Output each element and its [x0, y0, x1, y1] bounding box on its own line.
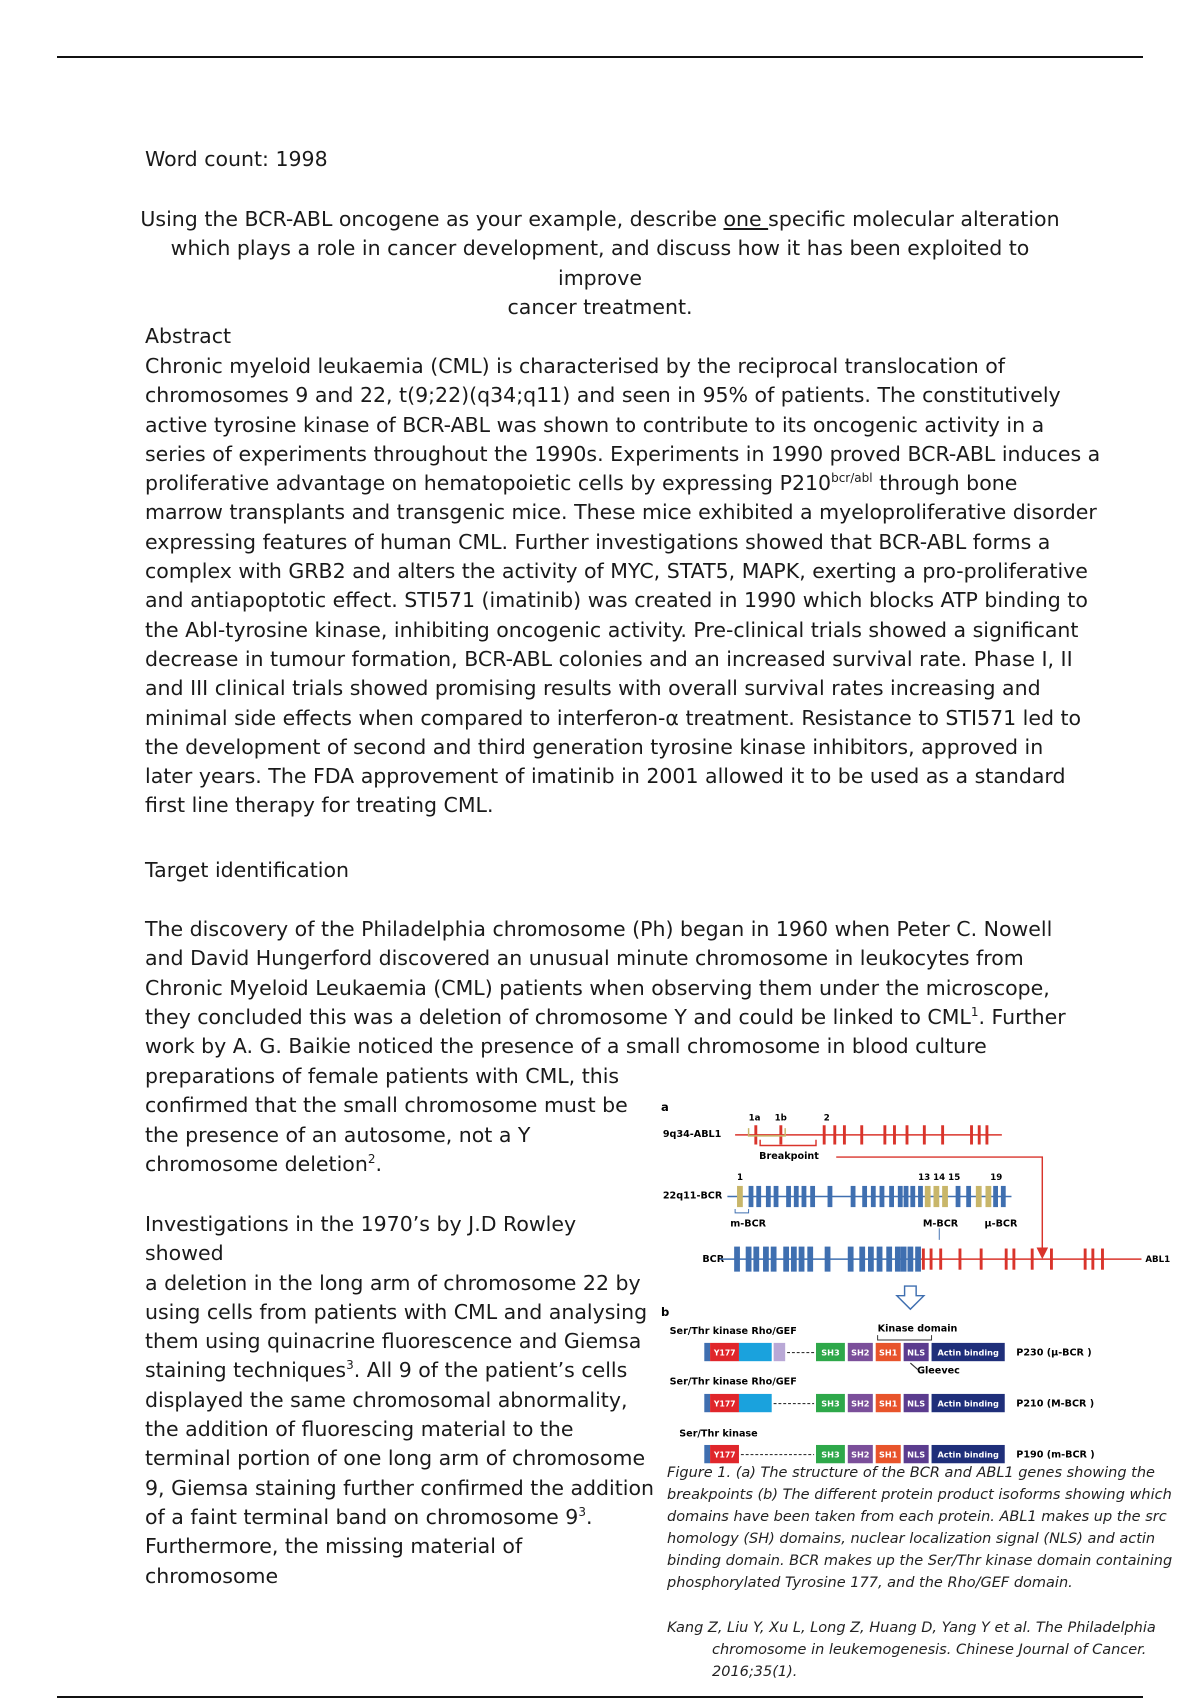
exon-bar — [1084, 1249, 1087, 1270]
exon-bar — [993, 1186, 998, 1207]
abl-gene-label: 9q34-ABL1 — [662, 1128, 722, 1140]
exon-bar — [754, 1125, 757, 1144]
exon-bar — [763, 1247, 769, 1272]
exon-bar — [859, 1247, 865, 1272]
exon-bar — [910, 1186, 915, 1207]
exon-bar — [783, 1247, 789, 1272]
domain-label: Actin binding — [937, 1449, 999, 1460]
isoform-label: P230 (μ-BCR ) — [1016, 1347, 1092, 1359]
abstract-body: Chronic myeloid leukaemia (CML) is characterised by the reciprocal translocation of chromosomes 9 and 22, t(9;22)(q34;q11) and seen in 95% of patients. The constitutively active tyrosine kinase of BCR-ABL was shown to contribute to its oncogenic activity in a series of experiments throughout the 1990s. Experiments in 1990 proved BCR-ABL induces a proliferative advantage on hematopoietic cells by expressing $P210^{bcr/abl}$ through bone marrow transplants and transgenic mice. These mice exhibited a myeloproliferative disorder expressing features of human CML. Further investigations showed that BCR-ABL forms a complex with GRB2 and alters the activity of MYC, STAT5, MAPK, exerting a pro-proliferative and antiapoptotic effect. STI571 (imatinib) was created in 1990 which blocks ATP binding to the Abl-tyrosine kinase, inhibiting oncogenic activity. Pre-clinical trials showed a significant decrease in tumour formation, BCR-ABL colonies and an increased survival rate. Phase I, II and III clinical trials showed promising results with overall survival rates increasing and minimal side effects when compared to interferon-α treatment. Resistance to STI571 led to the development of second and third generation tyrosine kinase inhibitors, approved in later years. The FDA approvement of imatinib in 2001 allowed it to be used as a standard first line therapy for treating CML. — [145, 354, 1101, 818]
essay-question: Using the BCR-ABL oncogene as your example, describe one specific molecular alteration which plays a role in cancer development, and discuss how it has been exploited to improve cancer treatment. — [140, 207, 1060, 319]
domain-label: SH3 — [821, 1347, 840, 1358]
exon-bar — [898, 1186, 903, 1207]
target-body: The discovery of the Philadelphia chromosome (Ph) began in 1960 when Peter C. Nowell and David Hungerford discovered an unusual minute chromosome in leukocytes from Chronic Myeloid Leukaemia (CML) patients when observing them under the microscope, they concluded this was a deletion of chromosome Y and could be linked to CML$^1$. Further work by A. G. Baikie noticed the presence of a small chromosome in blood culture — [145, 917, 1066, 1059]
exon-bar — [918, 1186, 923, 1207]
word-count: Word count: 1998 — [145, 147, 328, 171]
breakpoint-label: Breakpoint — [759, 1150, 819, 1162]
exon-bar — [1091, 1249, 1094, 1270]
p210-isoform — [704, 1394, 1094, 1412]
exon-1a-label: 1a — [748, 1113, 761, 1124]
exon-bar — [802, 1186, 807, 1207]
fusion-gene-track — [720, 1247, 1142, 1272]
exon-bar — [923, 1125, 926, 1144]
exon-1b-label: 1b — [774, 1113, 787, 1124]
domain-label: SH2 — [851, 1398, 870, 1409]
exon-bar — [753, 1247, 759, 1272]
exon-bar — [985, 1125, 988, 1144]
kinase-domain-label: Kinase domain — [877, 1323, 958, 1335]
exon-bar — [1101, 1249, 1104, 1270]
exon-bar — [956, 1186, 961, 1207]
domain-label: SH2 — [851, 1347, 870, 1358]
p230-isoform — [704, 1343, 1091, 1361]
target-heading: Target identification — [145, 858, 349, 882]
exon-bar — [980, 1249, 983, 1270]
gleevec-label: Gleevec — [917, 1365, 960, 1377]
exon-bar — [791, 1247, 797, 1272]
domain-label: Actin binding — [937, 1398, 999, 1409]
underlined-word: one — [723, 207, 769, 231]
domain-label: SH1 — [879, 1449, 898, 1460]
ser-thr-rho-label-2: Ser/Thr kinase Rho/GEF — [669, 1376, 797, 1388]
exon-bar — [922, 1249, 925, 1270]
isoform-label: P210 (M-BCR ) — [1016, 1398, 1095, 1410]
exon-bar — [734, 1247, 740, 1272]
m-bcr-major-label: M-BCR — [922, 1218, 959, 1230]
exon-bar — [774, 1186, 779, 1207]
bcr-exon-1-label: 1 — [737, 1173, 744, 1184]
exon-bar — [893, 1125, 896, 1144]
domain-label: NLS — [907, 1449, 926, 1460]
exon-bar — [904, 1186, 909, 1207]
exon-bar — [941, 1125, 944, 1144]
exon-bar — [749, 1186, 754, 1207]
m-bcr-minor-label: m-BCR — [730, 1218, 767, 1230]
exon-bar — [933, 1186, 939, 1207]
exon-bar — [939, 1249, 942, 1270]
exon-bar — [970, 1125, 973, 1144]
exon-bar — [930, 1249, 933, 1270]
bcr-gene-label: 22q11-BCR — [662, 1190, 723, 1202]
exon-bar — [1031, 1249, 1034, 1270]
exon-bar — [786, 1186, 791, 1207]
exon-bar — [737, 1186, 743, 1207]
y177-label: Y177 — [713, 1450, 736, 1460]
exon-bar — [906, 1125, 909, 1144]
p190-isoform — [704, 1445, 1094, 1463]
exon-bar — [828, 1186, 833, 1207]
domain-label: Actin binding — [937, 1347, 999, 1358]
exon-bar — [862, 1186, 867, 1207]
exon-bar — [807, 1247, 813, 1272]
exon-bar — [794, 1186, 799, 1207]
exon-bar — [833, 1125, 836, 1144]
exon-bar — [959, 1249, 962, 1270]
exon-bar — [851, 1186, 856, 1207]
exon-bar — [925, 1186, 931, 1207]
exon-bar — [895, 1247, 901, 1272]
domain-label: SH3 — [821, 1398, 840, 1409]
mu-bcr-label: μ-BCR — [984, 1218, 1018, 1230]
bottom-rule — [57, 1696, 1143, 1698]
exon-bar — [766, 1186, 771, 1207]
panel-b-label: b — [660, 1304, 670, 1319]
panel-a-label: a — [660, 1099, 669, 1114]
exon-bar — [976, 1186, 982, 1207]
exon-bar — [966, 1186, 971, 1207]
exon-bar — [843, 1125, 846, 1144]
exon-bar — [779, 1125, 782, 1144]
abl1-tail-label: ABL1 — [1145, 1255, 1171, 1265]
figure-reference: Kang Z, Liu Y, Xu L, Long Z, Huang D, Yang Y et al. The Philadelphia chromosome in leukemogenesis. Chinese Journal of Cancer. 2016;35(1). — [667, 1620, 1156, 1680]
abl1-gene-track — [735, 1125, 1002, 1144]
exon-bar — [756, 1186, 761, 1207]
isoform-label: P190 (m-BCR ) — [1016, 1449, 1095, 1461]
domain-label: NLS — [907, 1347, 926, 1358]
bcr-gene-track — [727, 1186, 1011, 1207]
figure-caption: Figure 1. (a) The structure of the BCR and ABL1 genes showing the breakpoints (b) The different protein product isoforms showing which domains have been taken from each protein. ABL1 makes up the src homology (SH) domains, nuclear localization signal (NLS) and actin binding domain. BCR makes up the Ser/Thr kinase domain containing phosphorylated Tyrosine 177, and the Rho/GEF domain. — [667, 1465, 1173, 1591]
domain-label: SH3 — [821, 1449, 840, 1460]
exon-bar — [871, 1186, 876, 1207]
exon-bar — [877, 1247, 883, 1272]
exon-bar — [978, 1125, 981, 1144]
exon-bar — [883, 1125, 886, 1144]
exon-bar — [985, 1186, 991, 1207]
exon-bar — [1012, 1249, 1015, 1270]
bcr-exon-19-label: 19 — [990, 1173, 1003, 1184]
domain-label: SH1 — [879, 1398, 898, 1409]
exon-bar — [886, 1247, 892, 1272]
exon-2-label: 2 — [823, 1113, 830, 1124]
exon-bar — [1050, 1249, 1053, 1270]
exon-bar — [901, 1247, 907, 1272]
exon-bar — [915, 1247, 921, 1272]
exon-bar — [860, 1125, 863, 1144]
fusion-gene-label: BCR — [702, 1254, 725, 1265]
down-arrow-icon — [897, 1286, 924, 1309]
breakpoint-bracket — [760, 1140, 816, 1146]
y177-label: Y177 — [713, 1399, 736, 1409]
exon-bar — [868, 1247, 874, 1272]
target-column-para2: Investigations in the 1970’s by J.D Rowley showed a deletion in the long arm of chromosome 22 by using cells from patients with CML and analysing them using quinacrine fluorescence and Giemsa staining techniques$^3$. All 9 of the patient’s cells displayed the same chromosomal abnormality, the addition of fluorescing material to the terminal portion of one long arm of chromosome 9, Giemsa staining further confirmed the addition of a faint terminal band on chromosome $9^3$. Furthermore, the missing material of chromosome — [145, 1212, 655, 1588]
domain-label: NLS — [907, 1398, 926, 1409]
exon-bar — [799, 1247, 805, 1272]
exon-bar — [907, 1247, 913, 1272]
exon-bar — [1001, 1186, 1006, 1207]
exon-bar — [810, 1186, 815, 1207]
exon-bar — [746, 1247, 752, 1272]
exon-bar — [942, 1186, 948, 1207]
top-rule — [57, 56, 1143, 58]
domain-label: SH1 — [879, 1347, 898, 1358]
target-column-para1: preparations of female patients with CML, this confirmed that the small chromosome must be the presence of an autosome, not a Y chromosome deletion$^2$. — [145, 1064, 628, 1176]
exon-bar — [771, 1247, 777, 1272]
exon-bar — [825, 1247, 831, 1272]
exon-bar — [823, 1125, 826, 1144]
domain-label: SH2 — [851, 1449, 870, 1460]
exon-bar — [889, 1186, 894, 1207]
ser-thr-rho-label-1: Ser/Thr kinase Rho/GEF — [669, 1326, 797, 1338]
abstract-heading: Abstract — [145, 324, 232, 348]
exon-bar — [1005, 1249, 1008, 1270]
exon-bar — [848, 1247, 854, 1272]
ser-thr-label: Ser/Thr kinase — [679, 1428, 758, 1440]
y177-label: Y177 — [713, 1348, 736, 1358]
bcr-exons-13-15-label: 13 14 15 — [918, 1173, 961, 1184]
exon-bar — [880, 1186, 885, 1207]
